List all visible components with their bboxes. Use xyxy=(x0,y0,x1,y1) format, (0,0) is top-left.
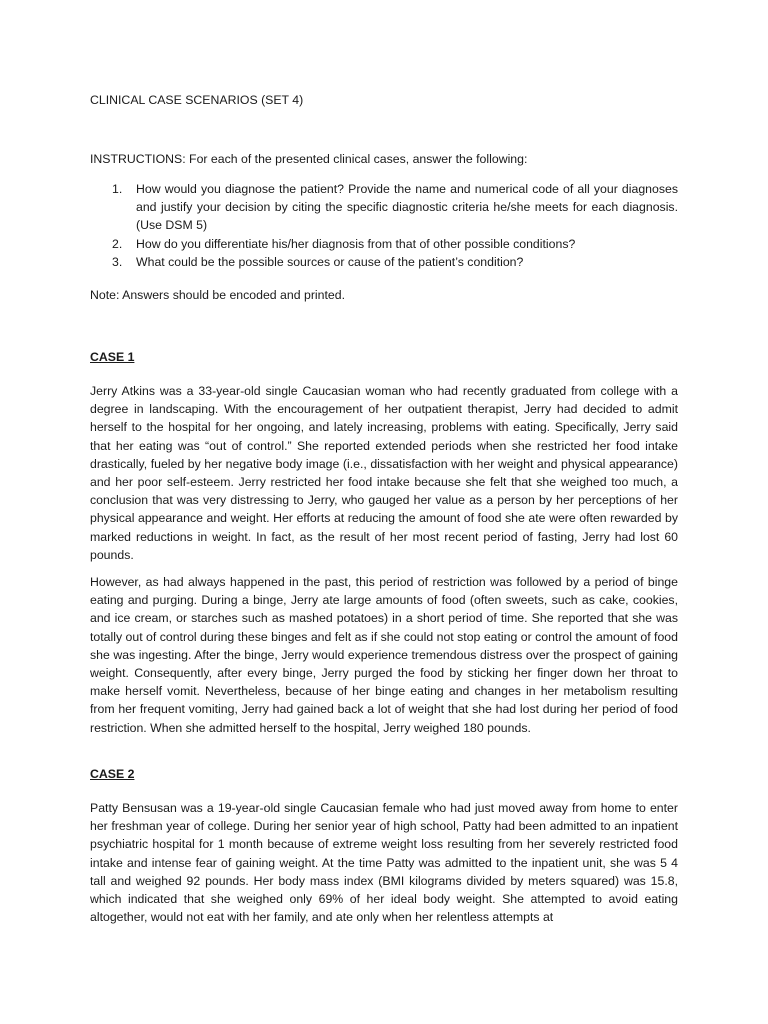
list-item-number: 2. xyxy=(112,236,123,251)
question-list xyxy=(90,180,678,271)
case-2-paragraph-1: Patty Bensusan was a 19-year-old single Caucasian female who had just moved away from home to enter her freshman year of college. During her senior year of high school, Patty had been admitted to an inpatient psychiatric hospital for 1 month because of extreme weight loss resulting from her severely restricted food intake and intense fear of gaining weight. At the time Patty was admitted to the inpatient unit, she was 5 4 tall and weighed 92 pounds. Her body mass index (BMI kilograms divided by meters squared) was 15.8, which indicated that she weighed only 69% of her ideal body weight. She attempted to avoid eating altogether, would not eat with her family, and ate only when her relentless attempts at xyxy=(90,801,678,925)
list-item-text: What could be the possible sources or cause of the patient’s condition? xyxy=(136,254,524,269)
case-2-heading: CASE 2 xyxy=(90,767,135,781)
list-item-number: 1. xyxy=(112,182,123,196)
list-item xyxy=(90,235,678,253)
case-1-heading: CASE 1 xyxy=(90,350,135,364)
list-item-text: How do you differentiate his/her diagnosis from that of other possible conditions? xyxy=(136,236,576,251)
note-text: Note: Answers should be encoded and printed. xyxy=(90,288,345,302)
list-item xyxy=(90,253,678,271)
case-1-paragraph-1: Jerry Atkins was a 33-year-old single Caucasian woman who had recently graduated from college with a degree in landscaping. With the encouragement of her outpatient therapist, Jerry had decided to admit herself to the hospital for her ongoing, and lately increasing, problems with eating. Specifically, Jerry said that her eating was “out of control.” She reported extended periods when she restricted her food intake drastically, fueled by her negative body image (i.e., dissatisfaction with her weight and physical appearance) and her poor self-esteem. Jerry restricted her food intake because she felt that she weighed too much, a conclusion that was very distressing to Jerry, who gauged her value as a person by her perceptions of her physical appearance and weight. Her efforts at reducing the amount of food she ate were often rewarded by marked reductions in weight. In fact, as the result of her most recent period of fasting, Jerry had lost 60 pounds. xyxy=(90,384,678,562)
list-item-number: 3. xyxy=(112,254,123,269)
list-item xyxy=(90,180,678,235)
case-1-paragraph-2: However, as had always happened in the past, this period of restriction was followed by a period of binge eating and purging. During a binge, Jerry ate large amounts of food (often sweets, such as cake, cookies, and ice cream, or starches such as mashed potatoes) in a short period of time. She reported that she was totally out of control during these binges and felt as if she could not stop eating or control the amount of food she was ingesting. After the binge, Jerry would experience tremendous distress over the prospect of gaining weight. Consequently, after every binge, Jerry purged the food by sticking her finger down her throat to make herself vomit. Nevertheless, because of her binge eating and changes in her metabolism resulting from her frequent vomiting, Jerry had gained back a lot of weight that she had lost during her period of food restriction. When she admitted herself to the hospital, Jerry weighed 180 pounds. xyxy=(90,575,678,735)
page-title: CLINICAL CASE SCENARIOS (SET 4) xyxy=(90,93,304,107)
document-page xyxy=(90,0,678,1024)
instructions-text: INSTRUCTIONS: For each of the presented clinical cases, answer the following: xyxy=(90,152,528,166)
list-item-text: How would you diagnose the patient? Provide the name and numerical code of all your diagnoses and justify your decision by citing the specific diagnostic criteria he/she meets for each diagnosis. (Use DSM 5) xyxy=(136,182,678,233)
